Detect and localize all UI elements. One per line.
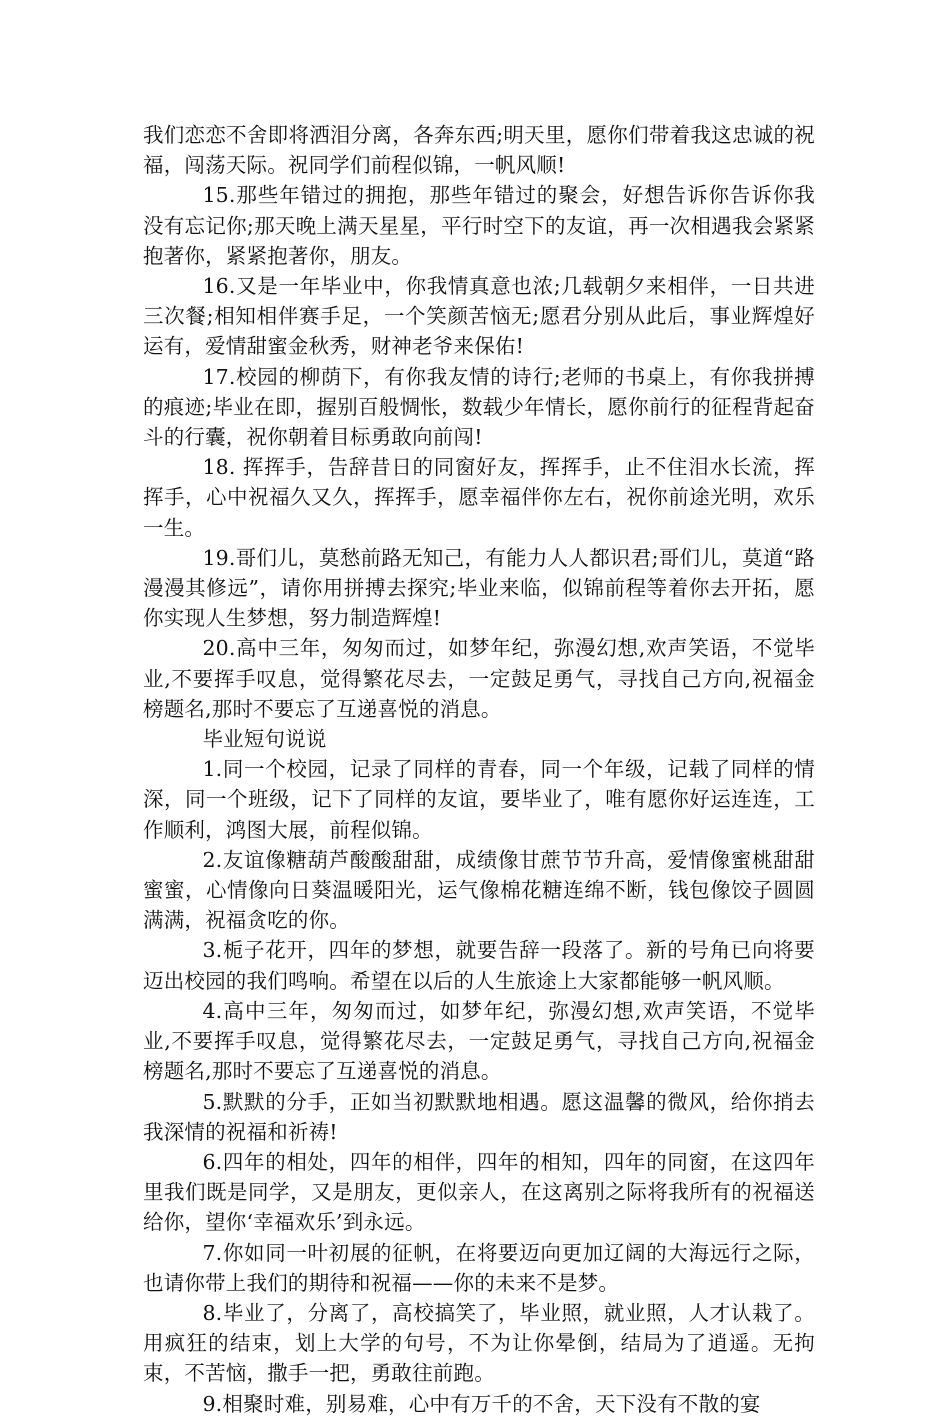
paragraph-item-5: 5.默默的分手，正如当初默默地相遇。愿这温馨的微风，给你捎去我深情的祝福和祈祷! [143, 1089, 815, 1144]
paragraph-item-16: 16.又是一年毕业中，你我情真意也浓;几载朝夕来相伴，一日共进三次餐;相知相伴赛手足，一个笑颜苦恼无;愿君分别从此后，事业辉煌好运有，爱情甜蜜金秋秀，财神老爷来保佑! [143, 274, 815, 359]
paragraph-item-3: 3.栀子花开，四年的梦想，就要告辞一段落了。新的号角已向将要迈出校园的我们鸣响。希望在以后的人生旅途上大家都能够一帆风顺。 [143, 938, 815, 993]
paragraph-item-6: 6.四年的相处，四年的相伴，四年的相知，四年的同窗，在这四年里我们既是同学，又是朋友，更似亲人，在这离别之际将我所有的祝福送给你，望你‘幸福欢乐’到永远。 [143, 1149, 815, 1235]
paragraph-item-17: 17.校园的柳荫下，有你我友情的诗行;老师的书桌上，有你我拼搏的痕迹;毕业在即，握别百般惆怅，数载少年情长，愿你前行的征程背起奋斗的行囊，祝你朝着目标勇敢向前闯! [143, 364, 815, 450]
paragraph-item-19: 19.哥们儿，莫愁前路无知己，有能力人人都识君;哥们儿，莫道“路漫漫其修远”，请你用拼搏去探究;毕业来临，似锦前程等着你去开拓，愿你实现人生梦想，努力制造辉煌! [143, 545, 815, 631]
paragraph-item-15: 15.那些年错过的拥抱，那些年错过的聚会，好想告诉你告诉你我没有忘记你;那天晚上满天星星，平行时空下的友谊，再一次相遇我会紧紧抱著你，紧紧抱著你，朋友。 [143, 183, 815, 268]
paragraph-item-1: 1.同一个校园，记录了同样的青春，同一个年级，记载了同样的情深，同一个班级，记下了同样的友谊，要毕业了，唯有愿你好运连连，工作顺利，鸿图大展，前程似锦。 [143, 757, 815, 842]
paragraph-continued: 我们恋恋不舍即将洒泪分离，各奔东西;明天里，愿你们带着我这忠诚的祝福，闯荡天际。祝同学们前程似锦，一帆风顺! [143, 123, 815, 178]
paragraph-item-9: 9.相聚时难，别易难，心中有万千的不舍，天下没有不散的宴 [202, 1391, 761, 1416]
paragraph-item-20: 20.高中三年，匆匆而过，如梦年纪，弥漫幻想,欢声笑语，不觉毕业,不要挥手叹息，觉得繁花尽去，一定鼓足勇气，寻找自己方向,祝福金榜题名,那时不要忘了互递喜悦的消息。 [143, 636, 815, 721]
paragraph-item-8: 8.毕业了，分离了，高校搞笑了，毕业照，就业照，人才认栽了。用疯狂的结束，划上大学的句号，不为让你晕倒，结局为了逍遥。无拘束，不苦恼，撒手一把，勇敢往前跑。 [143, 1300, 815, 1386]
paragraph-item-7: 7.你如同一叶初展的征帆，在将要迈向更加辽阔的大海远行之际，也请你带上我们的期待和祝福——你的未来不是梦。 [143, 1240, 815, 1295]
paragraph-item-4: 4.高中三年，匆匆而过，如梦年纪，弥漫幻想,欢声笑语，不觉毕业,不要挥手叹息，觉得繁花尽去，一定鼓足勇气，寻找自己方向,祝福金榜题名,那时不要忘了互递喜悦的消息。 [143, 998, 815, 1084]
section-heading: 毕业短句说说 [202, 727, 327, 752]
paragraph-item-18: 18. 挥挥手，告辞昔日的同窗好友，挥挥手，止不住泪水长流，挥挥手，心中祝福久又久，挥挥手，愿幸福伴你左右，祝你前途光明，欢乐一生。 [143, 455, 815, 540]
paragraph-item-2: 2.友谊像糖葫芦酸酸甜甜，成绩像甘蔗节节升高，爱情像蜜桃甜甜蜜蜜，心情像向日葵温暖阳光，运气像棉花糖连绵不断，钱包像饺子圆圆满满，祝福贪吃的你。 [143, 847, 815, 933]
document-body [143, 120, 815, 1419]
